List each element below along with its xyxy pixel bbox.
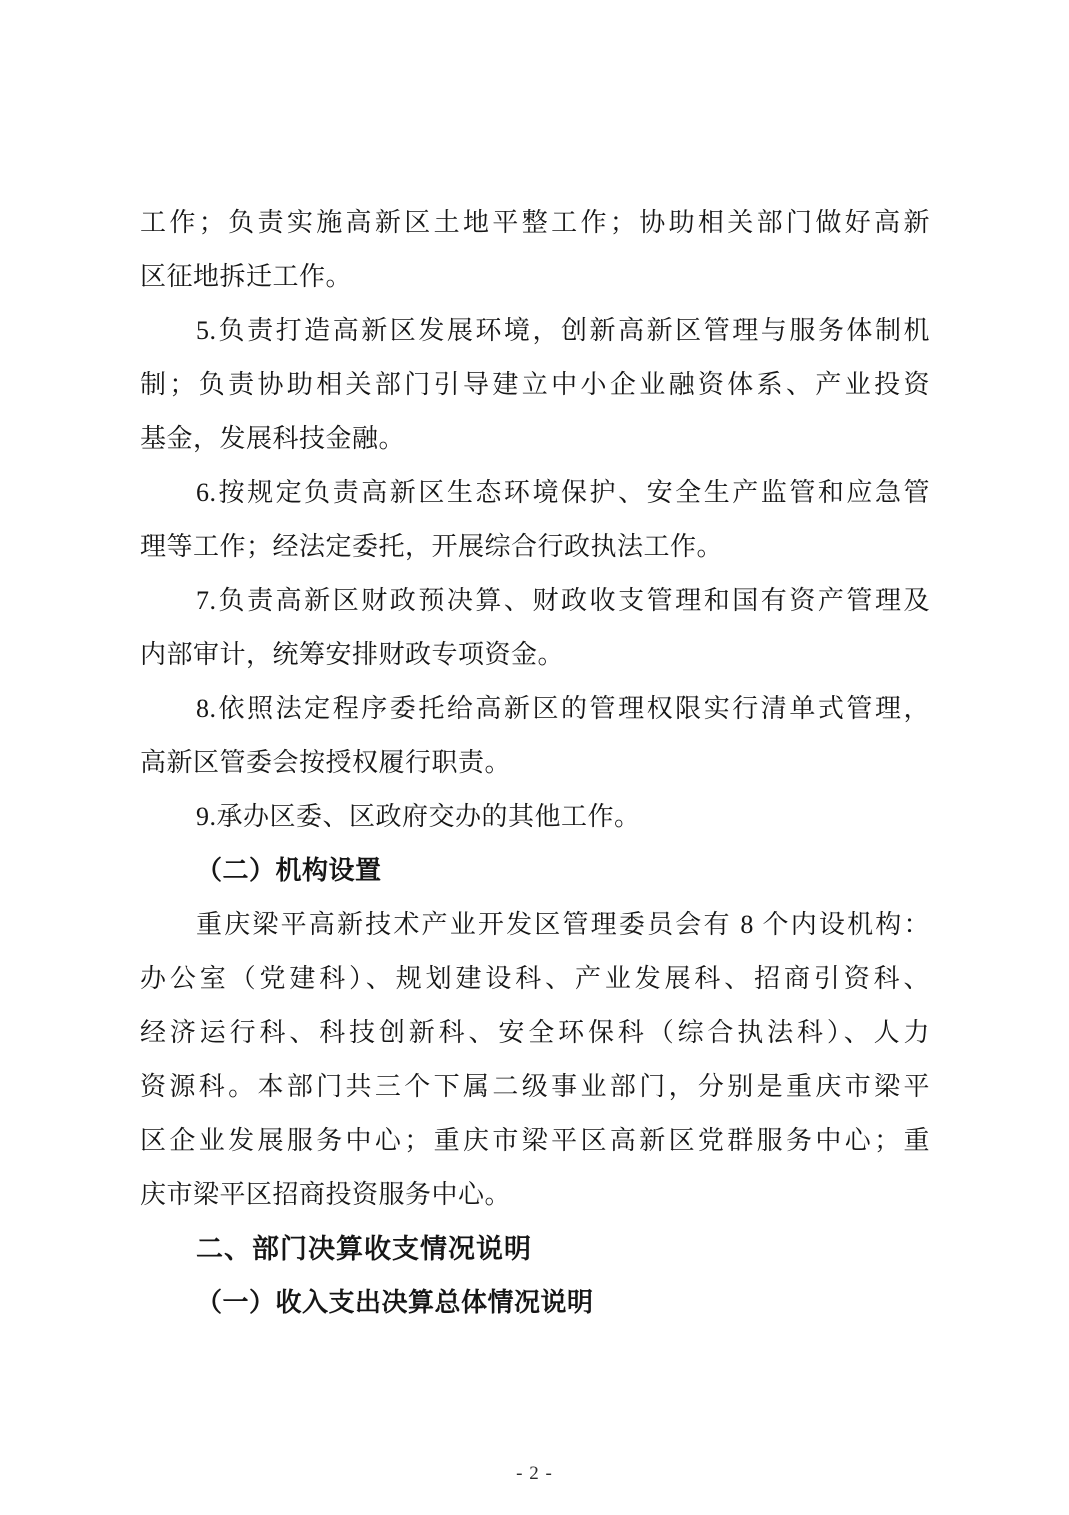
text-line: 重庆梁平高新技术产业开发区管理委员会有 8 个内设机构：: [196, 910, 930, 939]
text-line: 经济运行科、科技创新科、安全环保科（综合执法科）、人力: [140, 1018, 930, 1047]
text-line: 基金，发展科技金融。: [140, 424, 406, 453]
text-line: 区征地拆迁工作。: [140, 262, 353, 291]
text-line: 制；负责协助相关部门引导建立中小企业融资体系、产业投资: [140, 370, 930, 399]
text-line: 理等工作；经法定委托，开展综合行政执法工作。: [140, 532, 724, 561]
text-line: 9.承办区委、区政府交办的其他工作。: [196, 802, 641, 831]
text-line: 内部审计，统筹安排财政专项资金。: [140, 640, 565, 669]
section-heading: [140, 1276, 930, 1330]
document-body: [140, 196, 930, 1330]
text-line: （二）机构设置: [196, 856, 382, 885]
paragraph: [140, 790, 930, 844]
text-line: 8.依照法定程序委托给高新区的管理权限实行清单式管理，: [196, 694, 930, 723]
paragraph: [140, 574, 930, 682]
text-line: 办公室（党建科）、规划建设科、产业发展科、招商引资科、: [140, 964, 930, 993]
text-line: 资源科。本部门共三个下属二级事业部门，分别是重庆市梁平: [140, 1072, 930, 1101]
paragraph: [140, 196, 930, 304]
text-line: 区企业发展服务中心；重庆市梁平区高新区党群服务中心；重: [140, 1126, 930, 1155]
paragraph: [140, 898, 930, 1222]
section-heading: [140, 1222, 930, 1276]
section-heading: [140, 844, 930, 898]
text-line: 工作；负责实施高新区土地平整工作；协助相关部门做好高新: [140, 208, 930, 237]
text-line: 高新区管委会按授权履行职责。: [140, 748, 512, 777]
text-line: （一）收入支出决算总体情况说明: [196, 1288, 594, 1317]
text-line: 二、部门决算收支情况说明: [196, 1234, 532, 1264]
page-number: - 2 -: [516, 1463, 553, 1484]
text-line: 6.按规定负责高新区生态环境保护、安全生产监管和应急管: [196, 478, 930, 507]
text-line: 7.负责高新区财政预决算、财政收支管理和国有资产管理及: [196, 586, 930, 615]
paragraph: [140, 304, 930, 466]
paragraph: [140, 466, 930, 574]
text-line: 5.负责打造高新区发展环境，创新高新区管理与服务体制机: [196, 316, 930, 345]
paragraph: [140, 682, 930, 790]
text-line: 庆市梁平区招商投资服务中心。: [140, 1180, 512, 1209]
